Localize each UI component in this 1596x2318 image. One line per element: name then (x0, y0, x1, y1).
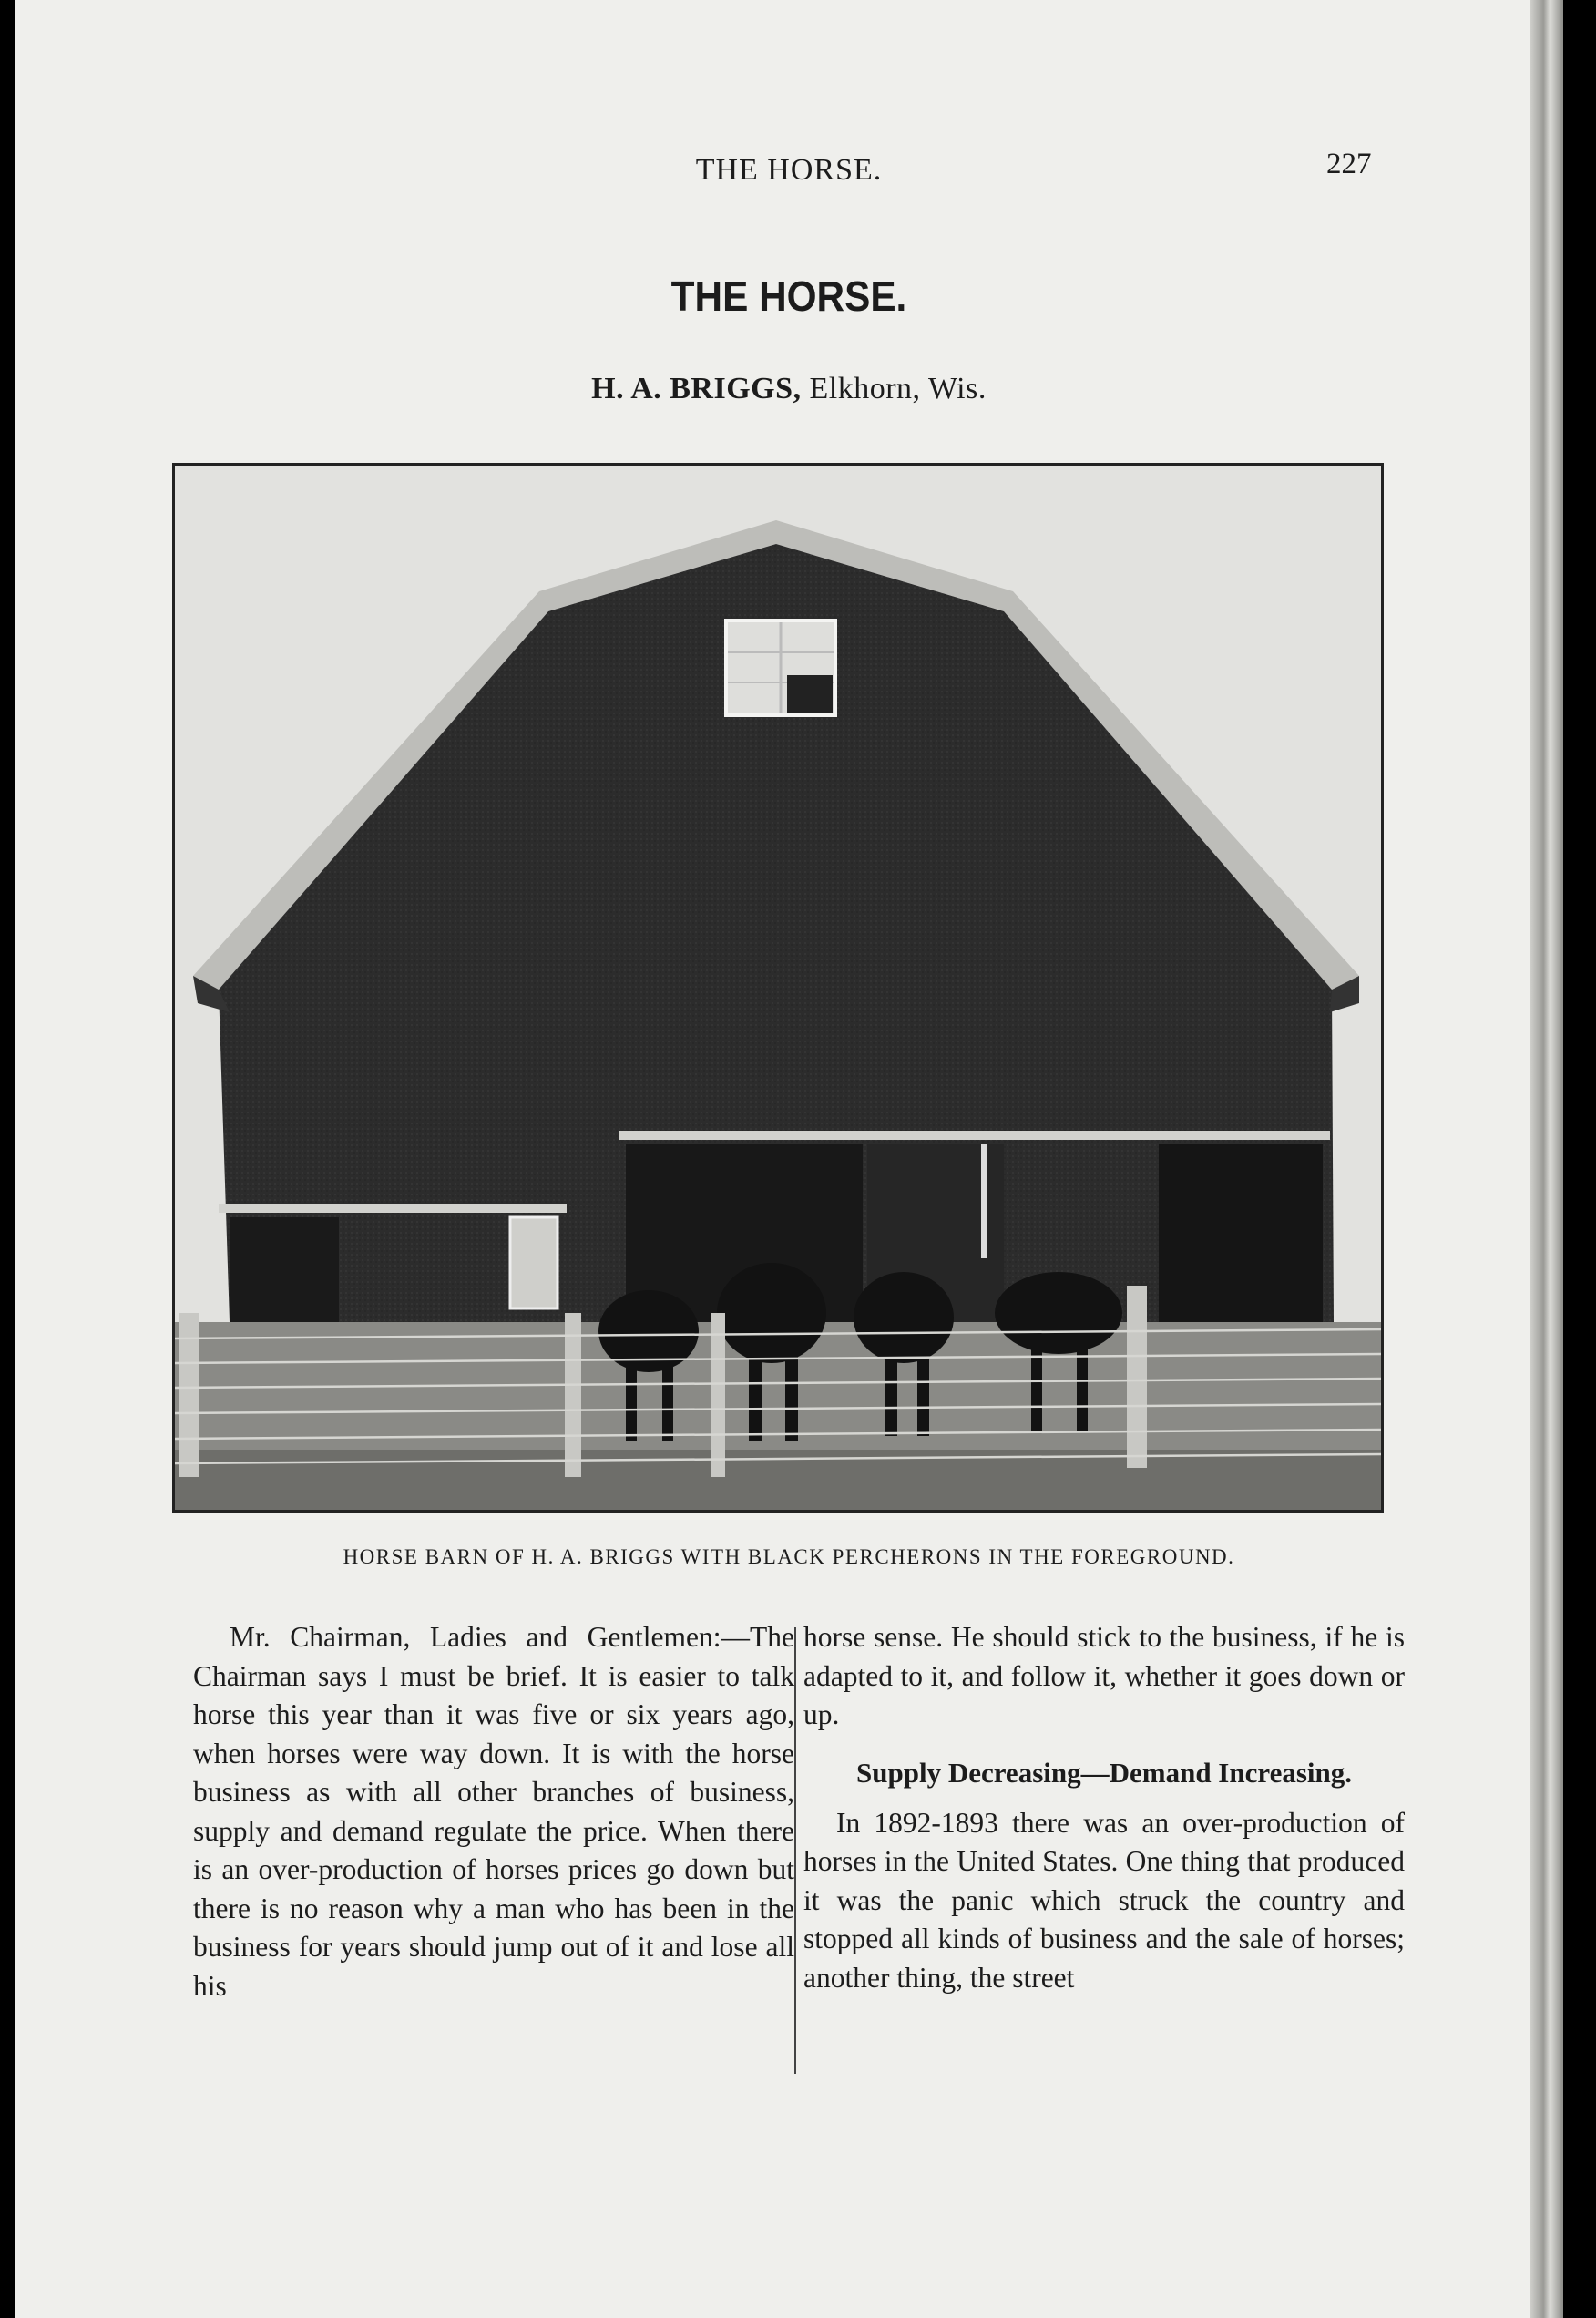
text-column-right (803, 1618, 1405, 1997)
paragraph-1-part-1: Mr. Chairman, Ladies and Gentlemen:—The Chairman says I must be brief. It is easier to talk horse this year than it was five or six years ago, when horses were way down. It is with the horse business as with all other branches of business, supply and demand regulate the price. When there is an over-production of horses prices go down but there is no reason why a man who has been in the business for years should jump out of it and lose all his (193, 1621, 794, 2002)
paragraph-2: In 1892-1893 there was an over-production of horses in the United States. One thing that produced it was the panic which struck the country and stopped all kinds of business and the sale of horses; another thing, the street (803, 1806, 1405, 1994)
column-divider (794, 1627, 796, 2074)
running-head: THE HORSE. (695, 153, 883, 187)
author-name: H. A. BRIGGS, (591, 372, 802, 405)
article-title: THE HORSE. (670, 272, 907, 320)
barn-photograph (172, 463, 1384, 1513)
photo-caption: HORSE BARN OF H. A. BRIGGS WITH BLACK PERCHERONS IN THE FOREGROUND. (343, 1545, 1235, 1568)
page-number: 227 (1326, 148, 1372, 180)
text-column-left (193, 1618, 794, 2005)
book-page (15, 0, 1563, 2318)
byline (15, 372, 1563, 406)
section-subheading: Supply Decreasing—Demand Increasing. (856, 1756, 1352, 1789)
barn-illustration (175, 466, 1381, 1510)
paragraph-1-part-2: horse sense. He should stick to the business, if he is adapted to it, and follow it, whether it goes down or up. (803, 1621, 1405, 1730)
page-edge (1530, 0, 1563, 2318)
author-location: Elkhorn, Wis. (809, 372, 987, 405)
